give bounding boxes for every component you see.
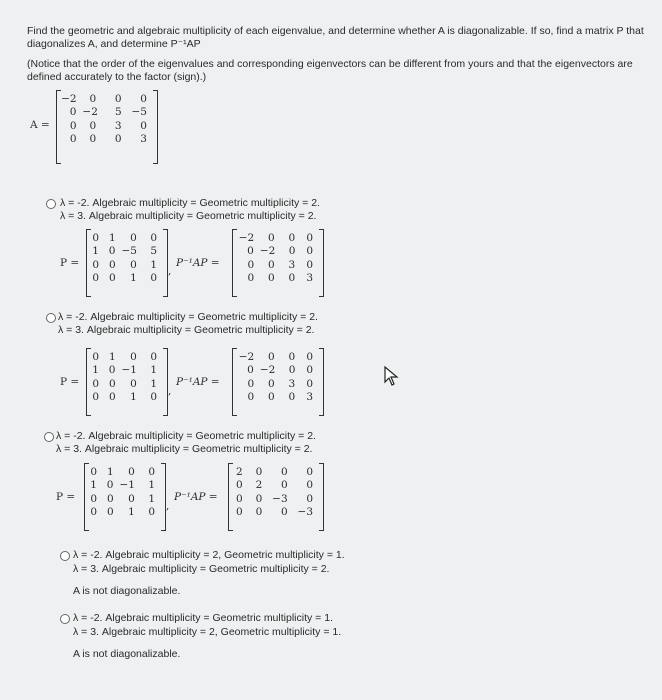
matrix-cell: −2 [61, 92, 77, 105]
option-4-line-1: λ = -2. Algebraic multiplicity = 2, Geometric multiplicity = 1. [73, 549, 345, 561]
matrix-cell: −2 [259, 245, 276, 258]
matrix-cell: 1 [150, 377, 157, 390]
option-1-line-1: λ = -2. Algebraic multiplicity = Geometric multiplicity = 2. [60, 197, 320, 209]
matrix-cell: 0 [150, 391, 157, 404]
matrix-cell: −2 [238, 231, 255, 244]
matrix-cell: 0 [92, 272, 99, 285]
matrix-cell: 0 [306, 350, 313, 363]
matrix-cell: 1 [90, 479, 97, 492]
option-3-line-2: λ = 3. Algebraic multiplicity = Geometric multiplicity = 2. [56, 443, 313, 455]
option-2-radio[interactable] [46, 313, 56, 323]
matrix-cell: 0 [150, 272, 157, 285]
option-2-line-1: λ = -2. Algebraic multiplicity = Geometric multiplicity = 2. [58, 311, 318, 323]
matrix-cell: 0 [288, 350, 296, 363]
matrix-cell: 0 [288, 231, 296, 244]
matrix-cell: 0 [92, 377, 99, 390]
matrix-cell: 0 [236, 506, 243, 519]
matrix-cell: 0 [90, 492, 97, 505]
matrix-cell: 0 [92, 258, 99, 271]
matrix-cell: 1 [92, 245, 99, 258]
option-5-line-2: λ = 3. Algebraic multiplicity = 2, Geometric multiplicity = 1. [73, 626, 342, 638]
option-2-matrix-p [86, 348, 168, 416]
option-1-d-label: P⁻¹AP = [176, 257, 220, 269]
matrix-cell: 0 [288, 364, 296, 377]
matrix-cell: 0 [106, 506, 114, 519]
option-1-radio[interactable] [46, 199, 56, 209]
matrix-cell: 0 [108, 391, 116, 404]
option-3-d-label: P⁻¹AP = [174, 491, 218, 503]
option-3-radio[interactable] [44, 432, 54, 442]
option-2-matrix-d [232, 348, 324, 416]
matrix-cell: 0 [130, 231, 137, 244]
matrix-cell: 0 [148, 465, 155, 478]
matrix-cell: 0 [288, 391, 296, 404]
matrix-cell: 1 [108, 231, 116, 244]
matrix-cell: 0 [130, 377, 137, 390]
option-4-line-3: A is not diagonalizable. [73, 585, 181, 597]
matrix-cell: −1 [119, 479, 135, 492]
matrix-cell: 0 [247, 391, 255, 404]
matrix-cell: 0 [108, 258, 116, 271]
option-5-line-1: λ = -2. Algebraic multiplicity = Geometric multiplicity = 1. [73, 612, 333, 624]
matrix-cell: −3 [297, 506, 313, 519]
matrix-cell: 0 [92, 350, 99, 363]
matrix-cell: 0 [306, 377, 313, 390]
matrix-cell: 2 [236, 465, 243, 478]
matrix-cell: 0 [306, 364, 313, 377]
matrix-cell: 0 [268, 272, 275, 285]
matrix-cell: 0 [90, 506, 97, 519]
matrix-cell: −5 [131, 106, 147, 119]
matrix-cell: 0 [306, 492, 313, 505]
matrix-row [237, 258, 319, 272]
matrix-cell: 2 [255, 479, 263, 492]
matrix-cell: 0 [247, 377, 255, 390]
matrix-cell: 0 [108, 377, 116, 390]
matrix-row [233, 479, 319, 493]
matrix-cell: 1 [148, 492, 155, 505]
option-4-line-2: λ = 3. Algebraic multiplicity = Geometric multiplicity = 2. [73, 563, 330, 575]
matrix-row [89, 465, 161, 479]
matrix-cell: 0 [255, 506, 263, 519]
matrix-row [91, 350, 163, 364]
note-line-1: (Notice that the order of the eigenvalues and corresponding eigenvectors can be different from yours and that the eigenvectors are [27, 58, 633, 70]
matrix-cell: 0 [92, 231, 99, 244]
matrix-cell: 3 [288, 258, 296, 271]
matrix-row [237, 231, 319, 245]
matrix-cell: 0 [114, 92, 122, 105]
matrix-row [237, 350, 319, 364]
matrix-cell: 3 [288, 377, 296, 390]
matrix-row [89, 479, 161, 493]
matrix-row [237, 391, 319, 405]
matrix-cell: 0 [89, 92, 97, 105]
matrix-cell: 0 [236, 479, 243, 492]
option-2-line-2: λ = 3. Algebraic multiplicity = Geometric multiplicity = 2. [58, 324, 315, 336]
matrix-cell: 1 [92, 364, 99, 377]
matrix-cell: 0 [130, 350, 137, 363]
matrix-cell: 5 [115, 106, 122, 119]
option-2-d-label: P⁻¹AP = [176, 376, 220, 388]
matrix-cell: 0 [247, 258, 255, 271]
matrix-cell: 0 [108, 364, 116, 377]
option-3-line-1: λ = -2. Algebraic multiplicity = Geometric multiplicity = 2. [56, 430, 316, 442]
matrix-cell: 0 [148, 506, 155, 519]
matrix-row [233, 465, 319, 479]
question-line-1: Find the geometric and algebraic multiplicity of each eigenvalue, and determine whether A is diagonalizable. If so, find a matrix P that [27, 25, 644, 37]
matrix-cell: 0 [108, 245, 116, 258]
matrix-cell: 0 [247, 272, 255, 285]
matrix-cell: 0 [89, 133, 97, 146]
matrix-cell: 1 [128, 506, 135, 519]
matrix-cell: 0 [306, 245, 313, 258]
matrix-cell: 1 [108, 350, 116, 363]
option-5-line-3: A is not diagonalizable. [73, 648, 181, 660]
matrix-cell: −1 [121, 364, 137, 377]
option-2-comma: , [168, 385, 172, 397]
matrix-cell: 0 [150, 231, 157, 244]
option-5-radio[interactable] [60, 614, 70, 624]
matrix-row [91, 391, 163, 405]
mouse-cursor-icon [384, 366, 400, 386]
matrix-row [237, 272, 319, 286]
matrix-cell: 0 [247, 364, 254, 377]
matrix-cell: 1 [130, 391, 137, 404]
matrix-cell: 3 [306, 272, 313, 285]
matrix-cell: 1 [106, 465, 114, 478]
matrix-cell: 0 [268, 350, 275, 363]
matrix-cell: 0 [255, 465, 263, 478]
matrix-cell: 0 [247, 245, 254, 258]
matrix-cell: −5 [121, 245, 137, 258]
matrix-cell: 0 [280, 465, 288, 478]
matrix-cell: 0 [69, 133, 77, 146]
matrix-cell: 0 [69, 119, 77, 132]
matrix-cell: 0 [114, 133, 122, 146]
matrix-row [233, 492, 319, 506]
matrix-cell: 0 [268, 231, 275, 244]
option-1-line-2: λ = 3. Algebraic multiplicity = Geometric multiplicity = 2. [60, 210, 317, 222]
matrix-cell: 0 [140, 119, 147, 132]
matrix-row [61, 106, 153, 120]
matrix-cell: 0 [288, 272, 296, 285]
matrix-row [61, 92, 153, 106]
matrix-cell: 0 [268, 377, 275, 390]
matrix-cell: 1 [150, 258, 157, 271]
matrix-cell: 0 [255, 492, 263, 505]
matrix-cell: 0 [288, 245, 296, 258]
option-1-matrix-p [86, 229, 168, 297]
matrix-cell: 0 [306, 465, 313, 478]
matrix-cell: 1 [150, 364, 157, 377]
matrix-cell: 0 [90, 465, 97, 478]
matrix-cell: 0 [268, 258, 275, 271]
matrix-cell: 5 [150, 245, 157, 258]
matrix-row [61, 119, 153, 133]
matrix-a-label: A = [30, 119, 50, 131]
option-3-matrix-d [228, 463, 324, 531]
matrix-row [237, 364, 319, 378]
matrix-cell: 3 [140, 133, 147, 146]
matrix-cell: 0 [140, 92, 147, 105]
matrix-row [91, 258, 163, 272]
matrix-cell: 0 [108, 272, 116, 285]
matrix-cell: 0 [306, 258, 313, 271]
matrix-row [237, 377, 319, 391]
matrix-row [91, 272, 163, 286]
matrix-cell: 3 [114, 119, 122, 132]
matrix-row [233, 506, 319, 520]
matrix-cell: −2 [238, 350, 255, 363]
option-3-p-label: P = [56, 491, 76, 503]
matrix-cell: 0 [306, 479, 313, 492]
matrix-row [89, 506, 161, 520]
matrix-row [91, 245, 163, 259]
matrix-cell: −3 [272, 492, 288, 505]
matrix-cell: 0 [150, 350, 157, 363]
matrix-cell: 1 [148, 479, 155, 492]
matrix-cell: 0 [236, 492, 243, 505]
matrix-cell: 0 [130, 258, 137, 271]
matrix-cell: 0 [128, 492, 135, 505]
matrix-cell: 0 [106, 492, 114, 505]
option-4-radio[interactable] [60, 551, 70, 561]
matrix-cell: 0 [89, 119, 97, 132]
matrix-cell: 0 [306, 231, 313, 244]
matrix-cell: 1 [130, 272, 137, 285]
matrix-cell: 3 [306, 391, 313, 404]
note-line-2: defined accurately to the factor (sign).) [27, 71, 207, 83]
matrix-a [56, 90, 158, 164]
matrix-cell: 0 [128, 465, 135, 478]
matrix-cell: 0 [280, 479, 288, 492]
option-2-p-label: P = [60, 376, 80, 388]
matrix-row [89, 492, 161, 506]
matrix-cell: 0 [69, 106, 77, 119]
matrix-row [91, 231, 163, 245]
matrix-row [237, 245, 319, 259]
option-3-matrix-p [84, 463, 166, 531]
matrix-cell: −2 [82, 106, 98, 119]
matrix-row [91, 377, 163, 391]
option-1-p-label: P = [60, 257, 80, 269]
matrix-cell: 0 [92, 391, 99, 404]
matrix-cell: −2 [259, 364, 276, 377]
question-line-2: diagonalizes A, and determine P⁻¹AP [27, 38, 201, 50]
matrix-cell: 0 [106, 479, 114, 492]
option-1-matrix-d [232, 229, 324, 297]
matrix-cell: 0 [280, 506, 288, 519]
matrix-row [91, 364, 163, 378]
matrix-row [61, 133, 153, 147]
option-1-comma: , [168, 265, 172, 277]
option-3-comma: , [166, 500, 170, 512]
matrix-cell: 0 [268, 391, 275, 404]
